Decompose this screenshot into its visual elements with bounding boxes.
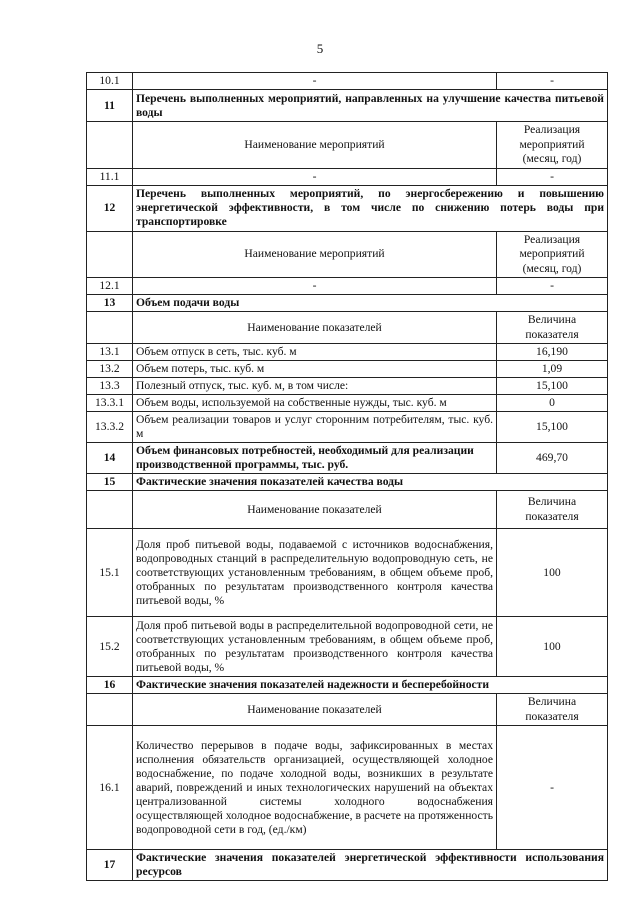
table-row <box>87 344 608 361</box>
row-name: Количество перерывов в подаче воды, зафиксированных в местах исполнения обязательств организацией, осуществляющей холодное водоснабжение, по подаче холодной воды, возникших в результате аварий, повреждений и иных технологических нарушений на объектах централизованной системы холодного водоснабжения осуществляющей холодное водоснабжение, в расчете на протяженность водопроводной сети в год, (ед./км) <box>133 726 497 850</box>
table-row <box>87 726 608 850</box>
row-number: 11.1 <box>87 168 133 185</box>
section-number: 11 <box>87 90 133 122</box>
section-row <box>87 677 608 694</box>
table-row <box>87 395 608 412</box>
section-title: Фактические значения показателей надежности и бесперебойности <box>133 677 608 694</box>
table-row <box>87 443 608 474</box>
row-number: 12.1 <box>87 278 133 295</box>
row-value: - <box>497 73 608 90</box>
row-number: 14 <box>87 443 133 474</box>
row-value: 15,100 <box>497 412 608 443</box>
section-title: Перечень выполненных мероприятий, по энергосбережению и повышению энергетической эффективности, в том числе по снижению потерь воды при транспортировке <box>133 185 608 231</box>
row-value: - <box>497 168 608 185</box>
section-number: 17 <box>87 850 133 881</box>
table-row <box>87 529 608 617</box>
row-value: - <box>497 726 608 850</box>
table-row <box>87 378 608 395</box>
section-row <box>87 850 608 881</box>
row-name: Полезный отпуск, тыс. куб. м, в том числе: <box>133 378 497 395</box>
header-row <box>87 694 608 726</box>
row-value: 16,190 <box>497 344 608 361</box>
row-value: 1,09 <box>497 361 608 378</box>
table-row <box>87 73 608 90</box>
row-value: 0 <box>497 395 608 412</box>
table-row <box>87 617 608 677</box>
header-row <box>87 231 608 278</box>
column-header-name: Наименование показателей <box>133 312 497 344</box>
section-row <box>87 185 608 231</box>
section-number: 16 <box>87 677 133 694</box>
row-name: Доля проб питьевой воды, подаваемой с источников водоснабжения, водопроводных станций в распределительную водопроводную сеть, не соответствующих установленным требованиям, в общем объеме проб, отобранных по результатам производственного контроля качества питьевой воды, % <box>133 529 497 617</box>
column-header-name: Наименование показателей <box>133 491 497 529</box>
page-number: 5 <box>316 41 324 56</box>
row-number: 13.2 <box>87 361 133 378</box>
report-table <box>86 72 608 881</box>
row-number: 13.3.1 <box>87 395 133 412</box>
row-name: Объем воды, используемой на собственные нужды, тыс. куб. м <box>133 395 497 412</box>
column-header-value: Величина показателя <box>497 312 608 344</box>
column-header-value: Величина показателя <box>497 694 608 726</box>
row-number: 16.1 <box>87 726 133 850</box>
table-row <box>87 412 608 443</box>
section-title: Перечень выполненных мероприятий, направленных на улучшение качества питьевой воды <box>133 90 608 122</box>
section-title: Фактические значения показателей качества воды <box>133 474 608 491</box>
row-name: Объем потерь, тыс. куб. м <box>133 361 497 378</box>
column-header-value: Реализация мероприятий (месяц, год) <box>497 231 608 278</box>
column-header-name: Наименование мероприятий <box>133 231 497 278</box>
section-row <box>87 90 608 122</box>
row-number: 15.2 <box>87 617 133 677</box>
row-number: 13.3 <box>87 378 133 395</box>
row-number: 13.1 <box>87 344 133 361</box>
section-title: Фактические значения показателей энергетической эффективности использования ресурсов <box>133 850 608 881</box>
header-row <box>87 312 608 344</box>
row-name: - <box>133 73 497 90</box>
section-title: Объем подачи воды <box>133 295 608 312</box>
table-row <box>87 361 608 378</box>
section-number: 13 <box>87 295 133 312</box>
header-row <box>87 122 608 169</box>
row-name: Доля проб питьевой воды в распределительной водопроводной сети, не соответствующих установленным требованиям, в общем объеме проб, отобранных по результатам производственного контроля качества питьевой воды, % <box>133 617 497 677</box>
column-header-name: Наименование мероприятий <box>133 122 497 169</box>
row-name: Объем отпуск в сеть, тыс. куб. м <box>133 344 497 361</box>
column-header-value: Реализация мероприятий (месяц, год) <box>497 122 608 169</box>
row-value: - <box>497 278 608 295</box>
row-name: - <box>133 278 497 295</box>
row-value: 15,100 <box>497 378 608 395</box>
section-number: 15 <box>87 474 133 491</box>
row-name: - <box>133 168 497 185</box>
row-value: 100 <box>497 617 608 677</box>
row-value: 100 <box>497 529 608 617</box>
row-value: 469,70 <box>497 443 608 474</box>
table-row <box>87 278 608 295</box>
section-row <box>87 474 608 491</box>
header-row <box>87 491 608 529</box>
row-number: 10.1 <box>87 73 133 90</box>
row-name: Объем реализации товаров и услуг сторонним потребителям, тыс. куб. м <box>133 412 497 443</box>
section-row <box>87 295 608 312</box>
column-header-value: Величина показателя <box>497 491 608 529</box>
column-header-name: Наименование показателей <box>133 694 497 726</box>
row-name: Объем финансовых потребностей, необходимый для реализации производственной программы, тыс. руб. <box>133 443 497 474</box>
section-number: 12 <box>87 185 133 231</box>
row-number: 13.3.2 <box>87 412 133 443</box>
table-row <box>87 168 608 185</box>
row-number: 15.1 <box>87 529 133 617</box>
